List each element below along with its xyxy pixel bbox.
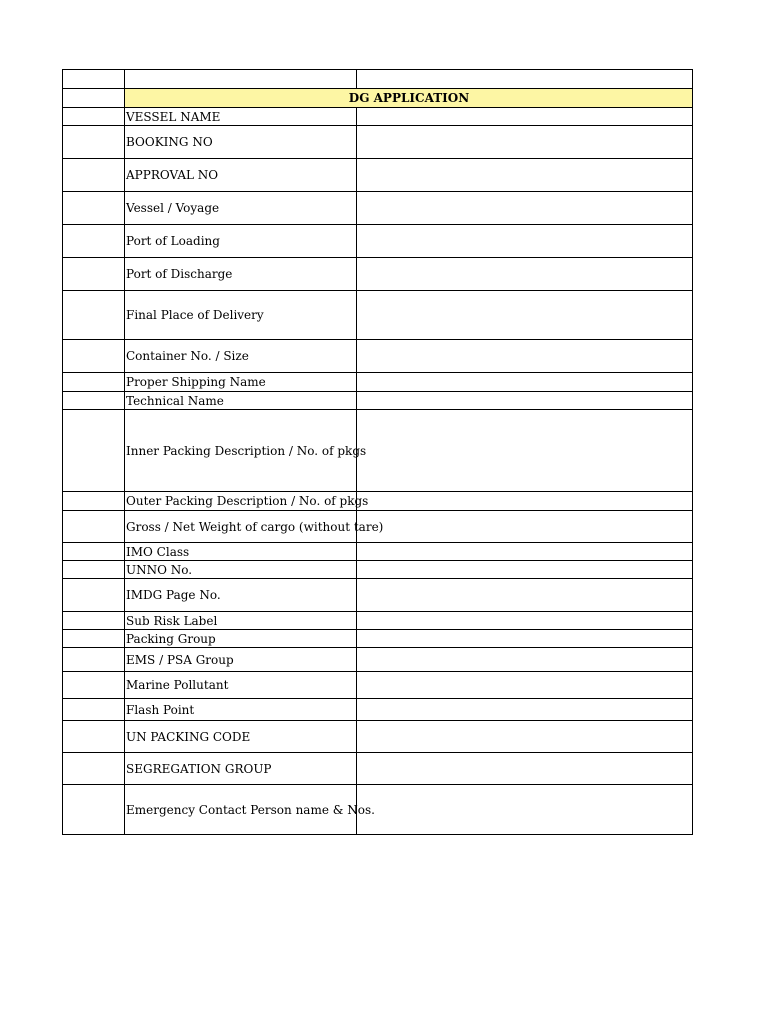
- title-row: [63, 89, 693, 108]
- table-row: [63, 579, 693, 612]
- field-value[interactable]: [357, 672, 693, 699]
- blank-cell: [63, 108, 125, 126]
- field-value[interactable]: [357, 108, 693, 126]
- field-value[interactable]: [357, 410, 693, 492]
- field-label: Marine Pollutant: [125, 672, 357, 699]
- field-label: BOOKING NO: [125, 126, 357, 159]
- blank-cell: [357, 70, 693, 89]
- table-row: [63, 672, 693, 699]
- table-row: [63, 159, 693, 192]
- blank-cell: [63, 721, 125, 753]
- field-value[interactable]: [357, 612, 693, 630]
- field-value[interactable]: [357, 225, 693, 258]
- blank-cell: [63, 126, 125, 159]
- table-row: [63, 721, 693, 753]
- table-row: [63, 340, 693, 373]
- field-value[interactable]: [357, 630, 693, 648]
- field-label: APPROVAL NO: [125, 159, 357, 192]
- blank-cell: [63, 192, 125, 225]
- field-value[interactable]: [357, 492, 693, 511]
- field-label: Flash Point: [125, 699, 357, 721]
- field-value[interactable]: [357, 511, 693, 543]
- blank-cell: [63, 561, 125, 579]
- blank-cell: [63, 630, 125, 648]
- field-label: Port of Loading: [125, 225, 357, 258]
- blank-cell: [63, 785, 125, 835]
- field-label: Port of Discharge: [125, 258, 357, 291]
- field-value[interactable]: [357, 392, 693, 410]
- blank-cell: [63, 543, 125, 561]
- table-row: [63, 192, 693, 225]
- blank-cell: [63, 579, 125, 612]
- field-label: Final Place of Delivery: [125, 291, 357, 340]
- field-value[interactable]: [357, 579, 693, 612]
- table-row: [63, 126, 693, 159]
- field-label: Outer Packing Description / No. of pkgs: [125, 492, 357, 511]
- blank-cell: [63, 373, 125, 392]
- blank-cell: [63, 410, 125, 492]
- field-value[interactable]: [357, 291, 693, 340]
- table-row: [63, 291, 693, 340]
- table-row: [63, 410, 693, 492]
- field-value[interactable]: [357, 126, 693, 159]
- field-value[interactable]: [357, 340, 693, 373]
- table-row: [63, 561, 693, 579]
- table-row: [63, 699, 693, 721]
- field-label: Gross / Net Weight of cargo (without tare): [125, 511, 357, 543]
- table-row: [63, 543, 693, 561]
- field-value[interactable]: [357, 785, 693, 835]
- blank-cell: [63, 70, 125, 89]
- field-label: IMO Class: [125, 543, 357, 561]
- field-label: VESSEL NAME: [125, 108, 357, 126]
- form-title: DG APPLICATION: [125, 89, 693, 108]
- field-label: EMS / PSA Group: [125, 648, 357, 672]
- table-row: [63, 373, 693, 392]
- blank-cell: [63, 648, 125, 672]
- table-row: [63, 492, 693, 511]
- table-row: [63, 648, 693, 672]
- table-row: [63, 70, 693, 89]
- field-value[interactable]: [357, 721, 693, 753]
- table-row: [63, 753, 693, 785]
- field-value[interactable]: [357, 192, 693, 225]
- blank-cell: [63, 225, 125, 258]
- blank-cell: [63, 291, 125, 340]
- field-label: Inner Packing Description / No. of pkgs: [125, 410, 357, 492]
- field-value[interactable]: [357, 648, 693, 672]
- table-row: [63, 258, 693, 291]
- field-label: Container No. / Size: [125, 340, 357, 373]
- field-label: UN PACKING CODE: [125, 721, 357, 753]
- table-row: [63, 630, 693, 648]
- field-label: SEGREGATION GROUP: [125, 753, 357, 785]
- table-row: [63, 785, 693, 835]
- table-row: [63, 108, 693, 126]
- table-row: [63, 612, 693, 630]
- blank-cell: [63, 612, 125, 630]
- table-row: [63, 511, 693, 543]
- blank-cell: [63, 699, 125, 721]
- table-row: [63, 225, 693, 258]
- field-label: Sub Risk Label: [125, 612, 357, 630]
- field-label: Technical Name: [125, 392, 357, 410]
- blank-cell: [125, 70, 357, 89]
- dg-application-form: [62, 69, 693, 835]
- blank-cell: [63, 753, 125, 785]
- field-value[interactable]: [357, 258, 693, 291]
- field-value[interactable]: [357, 699, 693, 721]
- blank-cell: [63, 340, 125, 373]
- field-label: UNNO No.: [125, 561, 357, 579]
- blank-cell: [63, 89, 125, 108]
- blank-cell: [63, 672, 125, 699]
- table-row: [63, 392, 693, 410]
- field-label: Packing Group: [125, 630, 357, 648]
- blank-cell: [63, 258, 125, 291]
- blank-cell: [63, 159, 125, 192]
- field-label: Proper Shipping Name: [125, 373, 357, 392]
- field-label: IMDG Page No.: [125, 579, 357, 612]
- field-value[interactable]: [357, 753, 693, 785]
- field-label: Emergency Contact Person name & Nos.: [125, 785, 357, 835]
- blank-cell: [63, 392, 125, 410]
- field-value[interactable]: [357, 561, 693, 579]
- field-value[interactable]: [357, 159, 693, 192]
- field-label: Vessel / Voyage: [125, 192, 357, 225]
- blank-cell: [63, 511, 125, 543]
- blank-cell: [63, 492, 125, 511]
- field-value[interactable]: [357, 543, 693, 561]
- field-value[interactable]: [357, 373, 693, 392]
